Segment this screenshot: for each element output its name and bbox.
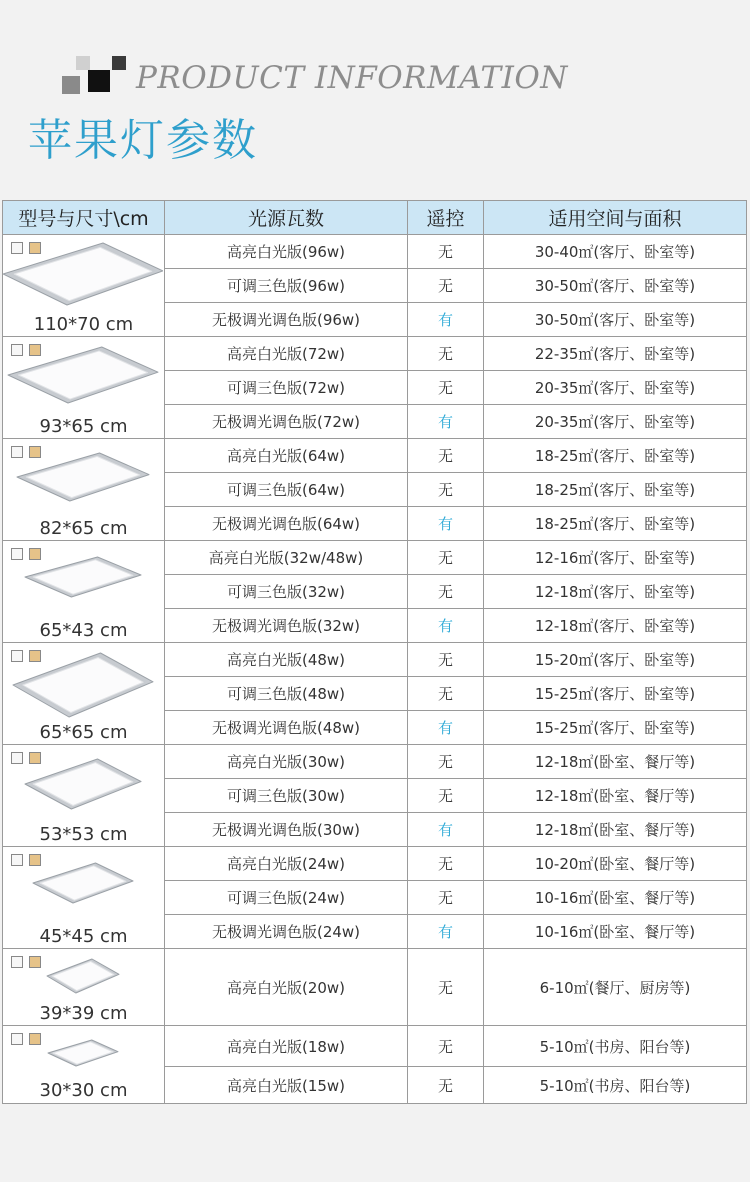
- area-cell: 10-16㎡(卧室、餐厅等): [484, 915, 747, 949]
- remote-cell: 无: [408, 269, 484, 303]
- model-cell: [3, 439, 165, 541]
- remote-cell: 有: [408, 609, 484, 643]
- remote-cell: 无: [408, 643, 484, 677]
- model-size-label: 93*65 cm: [39, 416, 128, 437]
- remote-cell: 无: [408, 439, 484, 473]
- model-size-label: 65*65 cm: [39, 722, 128, 743]
- remote-cell: 无: [408, 949, 484, 1026]
- spec-table: [2, 200, 747, 1104]
- remote-cell: 有: [408, 405, 484, 439]
- area-cell: 12-16㎡(客厅、卧室等): [484, 541, 747, 575]
- remote-cell: 无: [408, 473, 484, 507]
- remote-cell: 无: [408, 745, 484, 779]
- header-remote: 遥控: [408, 201, 484, 235]
- header-power: 光源瓦数: [165, 201, 408, 235]
- area-cell: 30-40㎡(客厅、卧室等): [484, 235, 747, 269]
- table-body: [3, 235, 747, 1104]
- area-cell: 15-20㎡(客厅、卧室等): [484, 643, 747, 677]
- model-cell: [3, 337, 165, 439]
- model-cell: [3, 847, 165, 949]
- remote-cell: 无: [408, 541, 484, 575]
- remote-cell: 有: [408, 711, 484, 745]
- area-cell: 18-25㎡(客厅、卧室等): [484, 473, 747, 507]
- remote-cell: 无: [408, 881, 484, 915]
- ceiling-lamp-image: [3, 345, 163, 405]
- page-header: [0, 0, 750, 200]
- power-cell: 可调三色版(30w): [165, 779, 408, 813]
- table-row: [3, 235, 747, 269]
- area-cell: 12-18㎡(客厅、卧室等): [484, 609, 747, 643]
- header-size: 型号与尺寸\cm: [3, 201, 165, 235]
- decor-square: [62, 76, 80, 94]
- table-row: [3, 745, 747, 779]
- power-cell: 高亮白光版(18w): [165, 1026, 408, 1067]
- table-row: [3, 1026, 747, 1067]
- table-row: [3, 439, 747, 473]
- table-row: [3, 847, 747, 881]
- area-cell: 22-35㎡(客厅、卧室等): [484, 337, 747, 371]
- area-cell: 30-50㎡(客厅、卧室等): [484, 303, 747, 337]
- remote-cell: 无: [408, 779, 484, 813]
- ceiling-lamp-image: [3, 555, 163, 599]
- remote-cell: 有: [408, 507, 484, 541]
- power-cell: 无极调光调色版(30w): [165, 813, 408, 847]
- model-cell: [3, 949, 165, 1026]
- remote-cell: 无: [408, 235, 484, 269]
- remote-cell: 无: [408, 371, 484, 405]
- power-cell: 可调三色版(48w): [165, 677, 408, 711]
- remote-cell: 无: [408, 677, 484, 711]
- area-cell: 12-18㎡(卧室、餐厅等): [484, 745, 747, 779]
- ceiling-lamp-image: [3, 957, 163, 995]
- model-size-label: 82*65 cm: [39, 518, 128, 539]
- table-row: [3, 643, 747, 677]
- area-cell: 6-10㎡(餐厅、厨房等): [484, 949, 747, 1026]
- ceiling-lamp-image: [3, 241, 163, 307]
- remote-cell: 有: [408, 915, 484, 949]
- power-cell: 无极调光调色版(72w): [165, 405, 408, 439]
- model-cell: [3, 541, 165, 643]
- model-size-label: 30*30 cm: [39, 1080, 128, 1101]
- header-area: 适用空间与面积: [484, 201, 747, 235]
- decor-square: [88, 70, 110, 92]
- remote-cell: 有: [408, 813, 484, 847]
- table-row: [3, 541, 747, 575]
- power-cell: 高亮白光版(20w): [165, 949, 408, 1026]
- area-cell: 30-50㎡(客厅、卧室等): [484, 269, 747, 303]
- model-cell: [3, 1026, 165, 1104]
- area-cell: 12-18㎡(客厅、卧室等): [484, 575, 747, 609]
- power-cell: 无极调光调色版(32w): [165, 609, 408, 643]
- remote-cell: 无: [408, 847, 484, 881]
- area-cell: 20-35㎡(客厅、卧室等): [484, 405, 747, 439]
- model-size-label: 39*39 cm: [39, 1003, 128, 1024]
- power-cell: 可调三色版(64w): [165, 473, 408, 507]
- table-row: [3, 949, 747, 1026]
- power-cell: 高亮白光版(48w): [165, 643, 408, 677]
- power-cell: 无极调光调色版(64w): [165, 507, 408, 541]
- power-cell: 可调三色版(24w): [165, 881, 408, 915]
- table-row: [3, 337, 747, 371]
- chinese-title: 苹果灯参数: [28, 115, 258, 166]
- power-cell: 高亮白光版(72w): [165, 337, 408, 371]
- area-cell: 15-25㎡(客厅、卧室等): [484, 711, 747, 745]
- power-cell: 高亮白光版(64w): [165, 439, 408, 473]
- ceiling-lamp-image: [3, 651, 163, 719]
- area-cell: 18-25㎡(客厅、卧室等): [484, 507, 747, 541]
- power-cell: 高亮白光版(30w): [165, 745, 408, 779]
- area-cell: 10-16㎡(卧室、餐厅等): [484, 881, 747, 915]
- power-cell: 可调三色版(72w): [165, 371, 408, 405]
- area-cell: 15-25㎡(客厅、卧室等): [484, 677, 747, 711]
- remote-cell: 有: [408, 303, 484, 337]
- model-size-label: 65*43 cm: [39, 620, 128, 641]
- decor-square: [76, 56, 90, 70]
- power-cell: 无极调光调色版(24w): [165, 915, 408, 949]
- power-cell: 无极调光调色版(48w): [165, 711, 408, 745]
- ceiling-lamp-image: [3, 1038, 163, 1068]
- remote-cell: 无: [408, 575, 484, 609]
- model-size-label: 45*45 cm: [39, 926, 128, 947]
- area-cell: 5-10㎡(书房、阳台等): [484, 1026, 747, 1067]
- remote-cell: 无: [408, 337, 484, 371]
- area-cell: 20-35㎡(客厅、卧室等): [484, 371, 747, 405]
- area-cell: 10-20㎡(卧室、餐厅等): [484, 847, 747, 881]
- ceiling-lamp-image: [3, 757, 163, 811]
- table-header-row: [3, 201, 747, 235]
- area-cell: 5-10㎡(书房、阳台等): [484, 1067, 747, 1104]
- area-cell: 18-25㎡(客厅、卧室等): [484, 439, 747, 473]
- area-cell: 12-18㎡(卧室、餐厅等): [484, 813, 747, 847]
- power-cell: 可调三色版(96w): [165, 269, 408, 303]
- decor-square: [112, 56, 126, 70]
- model-cell: [3, 643, 165, 745]
- model-size-label: 53*53 cm: [39, 824, 128, 845]
- power-cell: 无极调光调色版(96w): [165, 303, 408, 337]
- power-cell: 可调三色版(32w): [165, 575, 408, 609]
- ceiling-lamp-image: [3, 451, 163, 503]
- remote-cell: 无: [408, 1067, 484, 1104]
- english-title: PRODUCT INFORMATION: [136, 60, 568, 96]
- ceiling-lamp-image: [3, 861, 163, 905]
- power-cell: 高亮白光版(15w): [165, 1067, 408, 1104]
- power-cell: 高亮白光版(96w): [165, 235, 408, 269]
- model-cell: [3, 745, 165, 847]
- area-cell: 12-18㎡(卧室、餐厅等): [484, 779, 747, 813]
- model-cell: [3, 235, 165, 337]
- remote-cell: 无: [408, 1026, 484, 1067]
- model-size-label: 110*70 cm: [33, 314, 134, 335]
- power-cell: 高亮白光版(32w/48w): [165, 541, 408, 575]
- power-cell: 高亮白光版(24w): [165, 847, 408, 881]
